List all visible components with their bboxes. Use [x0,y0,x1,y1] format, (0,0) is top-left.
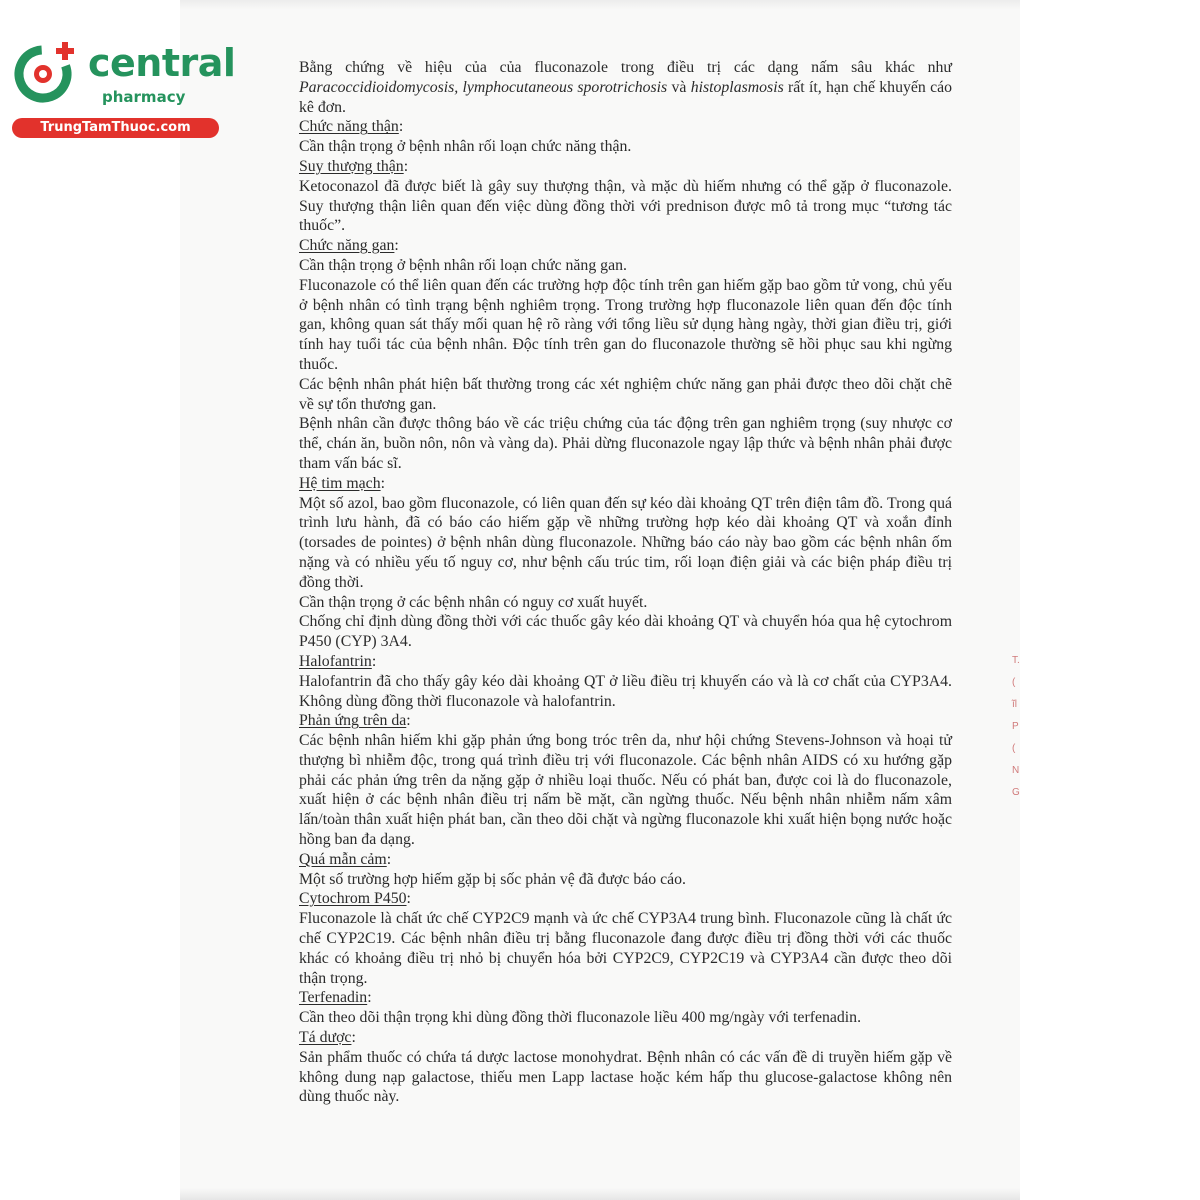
edge-mark: ( [1012,743,1016,754]
edge-mark: ( [1012,677,1016,688]
section-heading-text: Suy thượng thận [299,157,404,175]
edge-mark: N [1012,765,1020,776]
section-heading-terfenadin: Terfenadin: [299,989,372,1007]
intro-paragraph [299,58,952,117]
section-heading-excipients: Tá dược: [299,1029,356,1047]
paragraph: Cần theo dõi thận trọng khi dùng đồng thời fluconazole liều 400 mg/ngày với terfenadin. [299,1009,862,1027]
edge-stamp-marks [1012,650,1026,804]
section-heading-hypersensitivity: Quá mẫn cảm: [299,850,392,868]
intro-term-2: histoplasmosis [690,78,784,96]
section-heading-text: Cytochrom P450 [299,890,407,908]
section-heading-liver: Chức năng gan: [299,237,399,255]
brand-website-link[interactable]: TrungTamThuoc.com [12,118,219,138]
section-heading-cytochrome: Cytochrom P450: [299,890,411,908]
intro-term-1: Paracoccidioidomycosis, lymphocutaneous sporotrichosis [299,78,668,96]
document-body [299,58,952,1107]
edge-mark: P [1012,721,1019,732]
section-heading-text: Chức năng thận [299,118,399,136]
paragraph: Chống chỉ định dùng đồng thời với các thuốc gây kéo dài khoảng QT và chuyển hóa qua hệ cytochrom P450 (CYP) 3A4. [299,613,952,651]
section-heading-skin: Phản ứng trên da: [299,712,411,730]
section-heading-text: Phản ứng trên da [299,712,407,730]
section-heading-cardiovascular: Hệ tim mạch: [299,474,385,492]
paragraph: Một số azol, bao gồm fluconazole, có liên quan đến sự kéo dài khoảng QT trên điện tâm đồ. Trong quá trình lưu hành, đã có báo cáo hiếm gặp về những trường hợp kéo dài khoảng QT và xoắn đỉnh (torsades de pointes) ở bệnh nhân dùng fluconazole. Những báo cáo này bao gồm các bệnh nhân ốm nặng và có nhiều yếu tố nguy cơ, như bệnh cấu trúc tim, rối loạn điện giải và các biện pháp điều trị đồng thời. [299,494,952,591]
page-top-edge [180,0,1020,10]
section-heading-text: Tá dược [299,1029,352,1047]
section-heading-text: Hệ tim mạch [299,474,381,492]
brand-subtitle: pharmacy [102,88,186,106]
edge-mark: ĩl [1012,699,1017,710]
section-heading-halofantrin: Halofantrin: [299,652,377,670]
intro-text-2: và [667,78,691,96]
paragraph: Fluconazole có thể liên quan đến các trường hợp độc tính trên gan hiếm gặp bao gồm tử vong, chủ yếu ở bệnh nhân có tình trạng bệnh nghiêm trọng. Trong trường hợp fluconazole liên quan đến độc tính gan, không quan sát thấy mối quan hệ rõ ràng với tổng liều sử dụng hàng ngày, thời gian điều trị, giới tính hay tuổi tác của bệnh nhân. Độc tính trên gan do fluconazole thường sẽ hồi phục sau khi ngừng thuốc. [299,276,952,373]
section-heading-adrenal: Suy thượng thận: [299,157,409,175]
section-heading-text: Terfenadin [299,989,368,1007]
section-heading-kidney: Chức năng thận: [299,118,404,136]
central-pharmacy-logo-icon [10,38,80,108]
section-heading-text: Halofantrin [299,652,372,670]
section-heading-text: Chức năng gan [299,237,395,255]
paragraph: Fluconazole là chất ức chế CYP2C9 mạnh và ức chế CYP3A4 trung bình. Fluconazole cũng là chất ức chế CYP2C19. Các bệnh nhân điều trị bằng fluconazole đang được điều trị đồng thời với các thuốc khác có khoảng điều trị nhỏ bị chuyển hóa bởi CYP2C9, CYP2C19 và CYP3A4 cần được theo dõi thận trọng. [299,910,952,987]
paragraph: Các bệnh nhân hiếm khi gặp phản ứng bong tróc trên da, như hội chứng Stevens-Johnson và hoại tử thượng bì nhiễm độc, trong quá trình điều trị với fluconazole. Các bệnh nhân AIDS có xu hướng gặp phải các phản ứng trên da nặng gặp ở nhiều loại thuốc. Nếu có phát ban, được coi là do fluconazole, xuất hiện ở các bệnh nhân điều trị nấm bề mặt, cần ngừng thuốc. Nếu bệnh nhân nhiễm nấm xâm lấn/toàn thân xuất hiện phát ban, cần theo dõi chặt và ngừng fluconazole khi xuất hiện bọng nước hoặc hồng ban đa dạng. [299,732,952,849]
paragraph: Sản phẩm thuốc có chứa tá dược lactose monohydrat. Bệnh nhân có các vấn đề di truyền hiếm gặp về không dung nạp galactose, thiếu men Lapp lactase hoặc kém hấp thu glucose-galactose không nên dùng thuốc này. [299,1048,952,1106]
paragraph: Các bệnh nhân phát hiện bất thường trong các xét nghiệm chức năng gan phải được theo dõi chặt chẽ về sự tổn thương gan. [299,375,952,413]
intro-text-1: Bằng chứng về hiệu của của fluconazole trong điều trị các dạng nấm sâu khác như [299,59,952,76]
intro-text-3: rất ít, hạn chế khuyến cáo kê đơn. [299,78,952,116]
section-heading-text: Quá mẫn cảm [299,850,387,868]
paragraph: Một số trường hợp hiếm gặp bị sốc phản vệ đã được báo cáo. [299,870,687,888]
brand-logo[interactable] [10,38,236,138]
paragraph: Cần thận trọng ở bệnh nhân rối loạn chức năng gan. [299,256,627,274]
paragraph: Cần thận trọng ở bệnh nhân rối loạn chức năng thận. [299,138,632,156]
paragraph: Ketoconazol đã được biết là gây suy thượng thận, và mặc dù hiếm nhưng có thể gặp ở fluconazole. Suy thượng thận liên quan đến việc dùng đồng thời với prednison được mô tả trong mục “tương tác thuốc”. [299,177,952,235]
page-bottom-edge [180,1188,1020,1200]
paragraph: Bệnh nhân cần được thông báo về các triệu chứng của tác động trên gan nghiêm trọng (suy nhược cơ thể, chán ăn, buồn nôn, nôn và vàng da). Phải dừng fluconazole ngay lập thức và bệnh nhân phải được tham vấn bác sĩ. [299,415,952,472]
paragraph: Halofantrin đã cho thấy gây kéo dài khoảng QT ở liều điều trị khuyến cáo và là cơ chất của CYP3A4. Không dùng đồng thời fluconazole và halofantrin. [299,672,952,710]
brand-name: central [88,41,236,85]
edge-mark: T. [1012,655,1020,666]
edge-mark: G [1012,787,1020,798]
paragraph: Cần thận trọng ở các bệnh nhân có nguy cơ xuất huyết. [299,593,648,611]
